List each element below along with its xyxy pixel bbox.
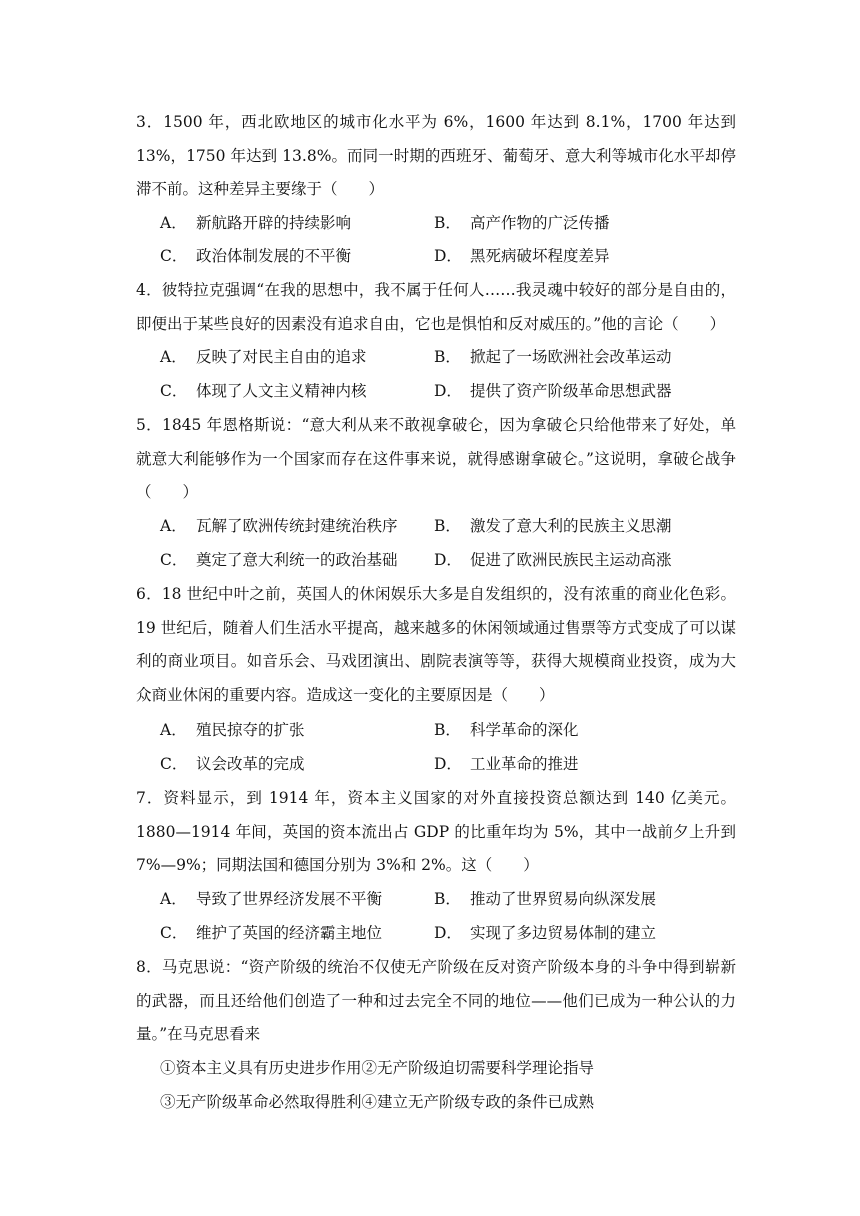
option-text: 新航路开辟的持续影响	[196, 214, 352, 232]
option-text: 政治体制发展的不平衡	[196, 247, 352, 265]
option-letter: D．	[434, 382, 462, 400]
question-8-statements-line-2: ③无产阶级革命必然取得胜利④建立无产阶级专政的条件已成熟	[160, 1093, 595, 1111]
option-letter: C．	[160, 924, 188, 942]
question-6-option-b[interactable]	[434, 720, 579, 740]
option-letter: B．	[434, 890, 461, 908]
question-4-option-c[interactable]	[160, 381, 367, 401]
option-letter: D．	[434, 551, 462, 569]
option-text: 奠定了意大利统一的政治基础	[196, 551, 398, 569]
question-3-option-b[interactable]	[434, 213, 610, 233]
option-letter: D．	[434, 924, 462, 942]
option-letter: A．	[160, 721, 187, 739]
option-text: 科学革命的深化	[470, 721, 579, 739]
question-6-option-c[interactable]	[160, 754, 305, 774]
option-text: 掀起了一场欧洲社会改革运动	[470, 348, 672, 366]
option-letter: C．	[160, 755, 188, 773]
question-7-option-a[interactable]	[160, 889, 382, 909]
option-letter: D．	[434, 247, 462, 265]
option-letter: B．	[434, 214, 461, 232]
question-5-option-d[interactable]	[434, 550, 672, 570]
question-7-option-c[interactable]	[160, 923, 382, 943]
question-5-option-a[interactable]	[160, 516, 398, 536]
question-5-option-c[interactable]	[160, 550, 398, 570]
option-letter: B．	[434, 721, 461, 739]
question-6-option-d[interactable]	[434, 754, 579, 774]
option-text: 工业革命的推进	[470, 755, 579, 773]
option-text: 实现了多边贸易体制的建立	[470, 924, 657, 942]
question-4-option-a[interactable]	[160, 347, 367, 367]
option-letter: D．	[434, 755, 462, 773]
option-letter: A．	[160, 517, 187, 535]
option-letter: B．	[434, 517, 461, 535]
option-text: 维护了英国的经济霸主地位	[196, 924, 383, 942]
option-text: 导致了世界经济发展不平衡	[196, 890, 383, 908]
option-text: 反映了对民主自由的追求	[196, 348, 367, 366]
option-letter: C．	[160, 247, 188, 265]
question-4-option-d[interactable]	[434, 381, 672, 401]
question-3-option-c[interactable]	[160, 246, 351, 266]
question-7-stem: 7．资料显示，到 1914 年，资本主义国家的对外直接投资总额达到 140 亿美元。1880—1914 年间，英国的资本流出占 GDP 的比重年均为 5%，其中一战前夕上升到 7%—9%；同期法国和德国分别为 3%和 2%。这（ ）	[136, 789, 736, 874]
option-letter: A．	[160, 348, 187, 366]
option-letter: A．	[160, 214, 187, 232]
option-text: 高产作物的广泛传播	[470, 214, 610, 232]
question-7-option-d[interactable]	[434, 923, 656, 943]
question-8-statements-line-1: ①资本主义具有历史进步作用②无产阶级迫切需要科学理论指导	[160, 1059, 595, 1077]
option-text: 激发了意大利的民族主义思潮	[470, 517, 672, 535]
option-letter: C．	[160, 382, 188, 400]
option-letter: A．	[160, 890, 187, 908]
option-text: 黑死病破坏程度差异	[470, 247, 610, 265]
option-text: 议会改革的完成	[196, 755, 305, 773]
question-5-stem: 5．1845 年恩格斯说：“意大利从来不敢视拿破仑，因为拿破仑只给他带来了好处，单就意大利能够作为一个国家而存在这件事来说，就得感谢拿破仑。”这说明，拿破仑战争（ ）	[136, 416, 736, 501]
option-letter: C．	[160, 551, 188, 569]
question-3-option-a[interactable]	[160, 213, 351, 233]
question-7-option-b[interactable]	[434, 889, 656, 909]
option-text: 体现了人文主义精神内核	[196, 382, 367, 400]
question-5-option-b[interactable]	[434, 516, 672, 536]
question-8-stem: 8．马克思说：“资产阶级的统治不仅使无产阶级在反对资产阶级本身的斗争中得到崭新的武器，而且还给他们创造了一种和过去完全不同的地位——他们已成为一种公认的力量。”在马克思看来	[136, 958, 736, 1043]
option-text: 促进了欧洲民族民主运动高涨	[470, 551, 672, 569]
question-6-option-a[interactable]	[160, 720, 305, 740]
option-text: 殖民掠夺的扩张	[196, 721, 305, 739]
question-4-stem: 4．彼特拉克强调“在我的思想中，我不属于任何人……我灵魂中较好的部分是自由的，即便出于某些良好的因素没有追求自由，它也是惧怕和反对威压的。”他的言论（ ）	[136, 281, 736, 333]
option-text: 提供了资产阶级革命思想武器	[470, 382, 672, 400]
option-letter: B．	[434, 348, 461, 366]
question-6-stem: 6．18 世纪中叶之前，英国人的休闲娱乐大多是自发组织的，没有浓重的商业化色彩。19 世纪后，随着人们生活水平提高，越来越多的休闲领域通过售票等方式变成了可以谋利的商业项目。如音乐会、马戏团演出、剧院表演等等，获得大规模商业投资，成为大众商业休闲的重要内容。造成这一变化的主要原因是（ ）	[136, 585, 736, 704]
question-4-option-b[interactable]	[434, 347, 672, 367]
question-3-option-d[interactable]	[434, 246, 610, 266]
option-text: 瓦解了欧洲传统封建统治秩序	[196, 517, 398, 535]
option-text: 推动了世界贸易向纵深发展	[470, 890, 657, 908]
question-3-stem: 3．1500 年，西北欧地区的城市化水平为 6%，1600 年达到 8.1%，1700 年达到 13%，1750 年达到 13.8%。而同一时期的西班牙、葡萄牙、意大利等城市化水平却停滞不前。这种差异主要缘于（ ）	[136, 113, 736, 198]
